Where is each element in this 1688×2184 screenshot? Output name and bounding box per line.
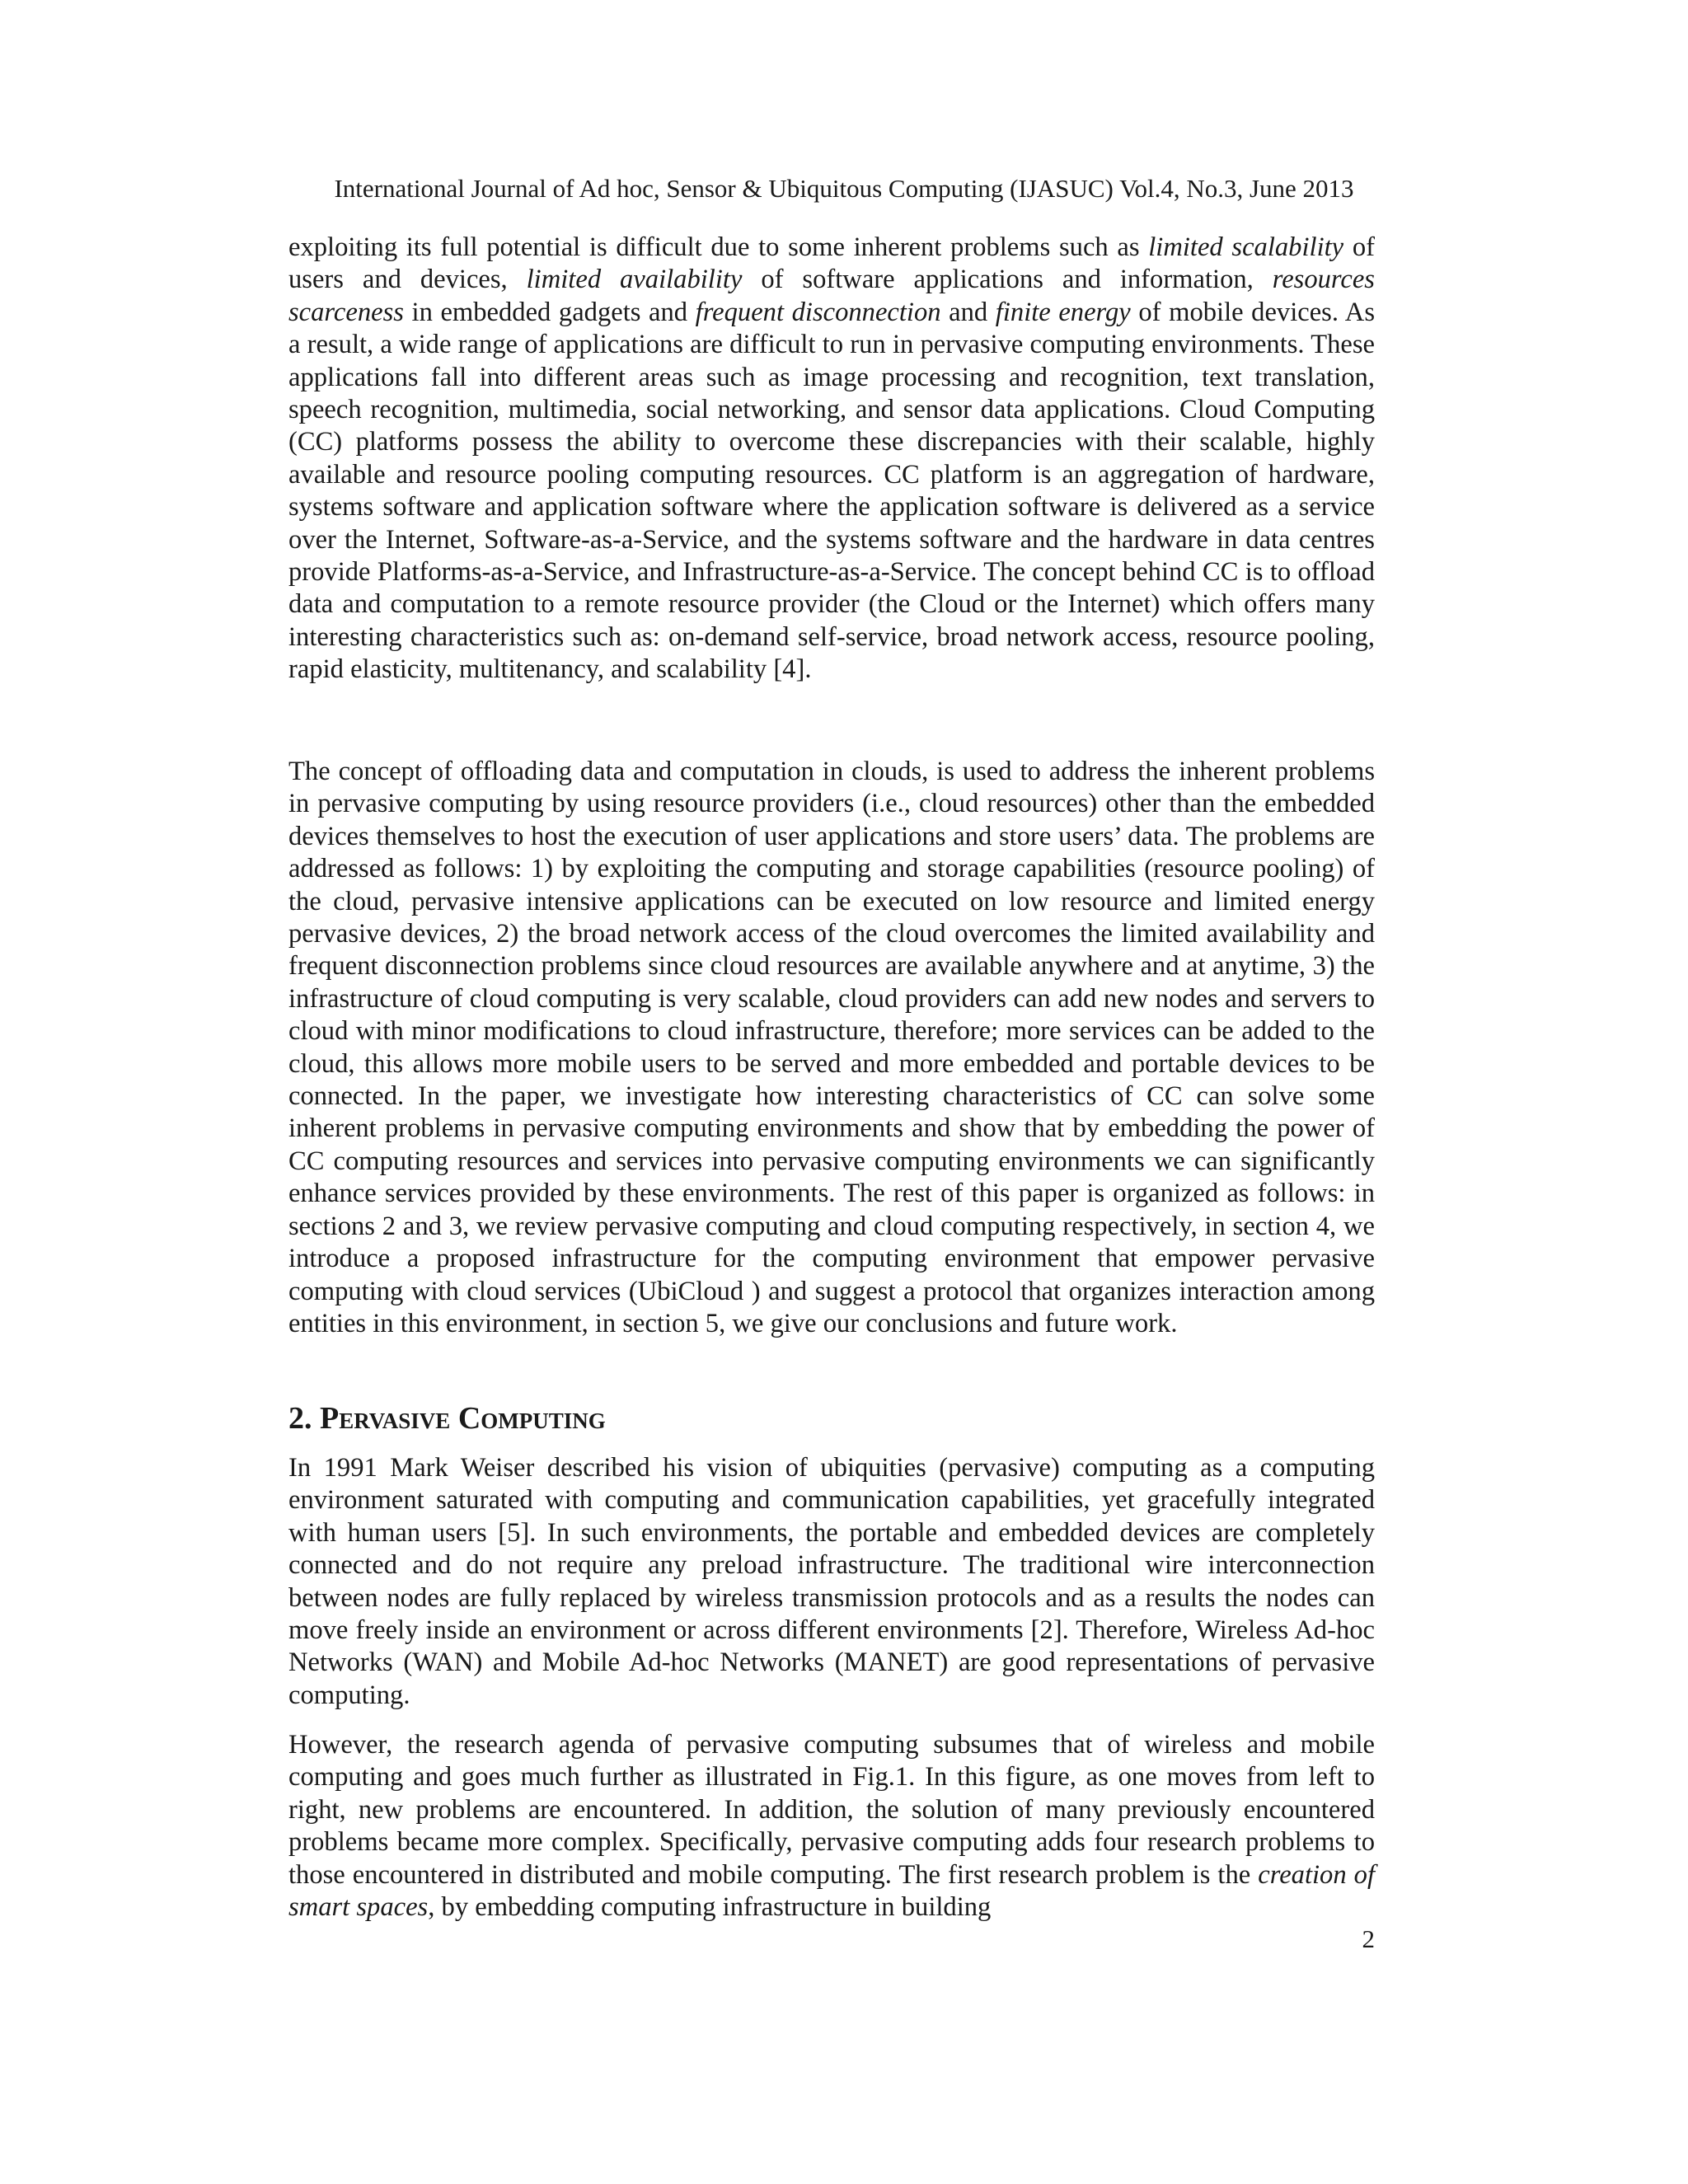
section-number: 2. [288,1401,320,1436]
paragraph-text: , by embedding computing infrastructure in building [428,1892,992,1923]
body-paragraph-3: In 1991 Mark Weiser described his vision of ubiquities (pervasive) computing as a computing environment saturated with computing and communication capabilities, yet gracefully integrated with human users [5]. In such environments, the portable and embedded devices are completely connected and do not require any preload infrastructure. The traditional wire interconnection between nodes are fully replaced by wireless transmission protocols and as a results the nodes can move freely inside an environment or across different environments [2]. Therefore, Wireless Ad-hoc Networks (WAN) and Mobile Ad-hoc Networks (MANET) are good representations of pervasive computing. [288,1453,1375,1710]
section-title: Pervasive Computing [320,1401,606,1436]
italic-term-limited-scalability: limited scalability [1148,232,1344,262]
section-heading-pervasive-computing [288,1399,606,1438]
paragraph-text: However, the research agenda of pervasive computing subsumes that of wireless and mobile computing and goes much further as illustrated in Fig.1. In this figure, as one moves from left to right, new problems are encountered. In addition, the solution of many previously encountered problems became more complex. Specifically, pervasive computing adds four research problems to those encountered in distributed and mobile computing. The first research problem is the [288,1730,1375,1890]
paragraph-text: in embedded gadgets and [403,297,696,327]
italic-term-finite-energy: finite energy [995,297,1131,327]
italic-term-resources-scarceness: resources scarceness [288,265,1375,327]
italic-term-creation-of-smart-spaces: creation of smart spaces [288,1859,1376,1923]
italic-term-limited-availability: limited availability [526,265,743,295]
paragraph-text: of mobile devices. As a result, a wide range of applications are difficult to run in pervasive computing environments. These applications fall into different areas such as image processing and recognition, text translation, speech recognition, multimedia, social networking, and sensor data applications. Cloud Computing (CC) platforms possess the ability to overcome these discrepancies with their scalable, highly available and resource pooling computing resources. CC platform is an aggregation of hardware, systems software and application software where the application software is delivered as a service over the Internet, Software-as-a-Service, and the systems software and the hardware in data centres provide Platforms-as-a-Service, and Infrastructure-as-a-Service. The concept behind CC is to offload data and computation to a remote resource provider (the Cloud or the Internet) which offers many interesting characteristics such as: on-demand self-service, broad network access, resource pooling, rapid elasticity, multitenancy, and scalability [4]. [288,297,1376,685]
body-paragraph-1 [288,232,1375,687]
paragraph-text: and [940,297,996,327]
page-number: 2 [1362,1924,1375,1953]
paragraph-text: of software applications and information, [742,265,1273,295]
paragraph-text: exploiting its full potential is difficult due to some inherent problems such as [288,232,1149,262]
paragraph-text: of users and devices, [288,232,1375,295]
body-paragraph-4 [288,1729,1375,1924]
italic-term-frequent-disconnection: frequent disconnection [695,297,941,327]
body-paragraph-2: The concept of offloading data and computation in clouds, is used to address the inherent problems in pervasive computing by using resource providers (i.e., cloud resources) other than the embedded devices themselves to host the execution of user applications and store users’ data. The problems are addressed as follows: 1) by exploiting the computing and storage capabilities (resource pooling) of the cloud, pervasive intensive applications can be executed on low resource and limited energy pervasive devices, 2) the broad network access of the cloud overcomes the limited availability and frequent disconnection problems since cloud resources are available anywhere and at anytime, 3) the infrastructure of cloud computing is very scalable, cloud providers can add new nodes and servers to cloud with minor modifications to cloud infrastructure, therefore; more services can be added to the cloud, this allows more mobile users to be served and more embedded and portable devices to be connected. In the paper, we investigate how interesting characteristics of CC can solve some inherent problems in pervasive computing environments and show that by embedding the power of CC computing resources and services into pervasive computing environments we can significantly enhance services provided by these environments. The rest of this paper is organized as follows: in sections 2 and 3, we review pervasive computing and cloud computing respectively, in section 4, we introduce a proposed infrastructure for the computing environment that empower pervasive computing with cloud services (UbiCloud ) and suggest a protocol that organizes interaction among entities in this environment, in section 5, we give our conclusions and future work. [288,757,1375,1338]
running-header: International Journal of Ad hoc, Sensor & Ubiquitous Computing (IJASUC) Vol.4, No.3, June 2013 [334,174,1354,203]
